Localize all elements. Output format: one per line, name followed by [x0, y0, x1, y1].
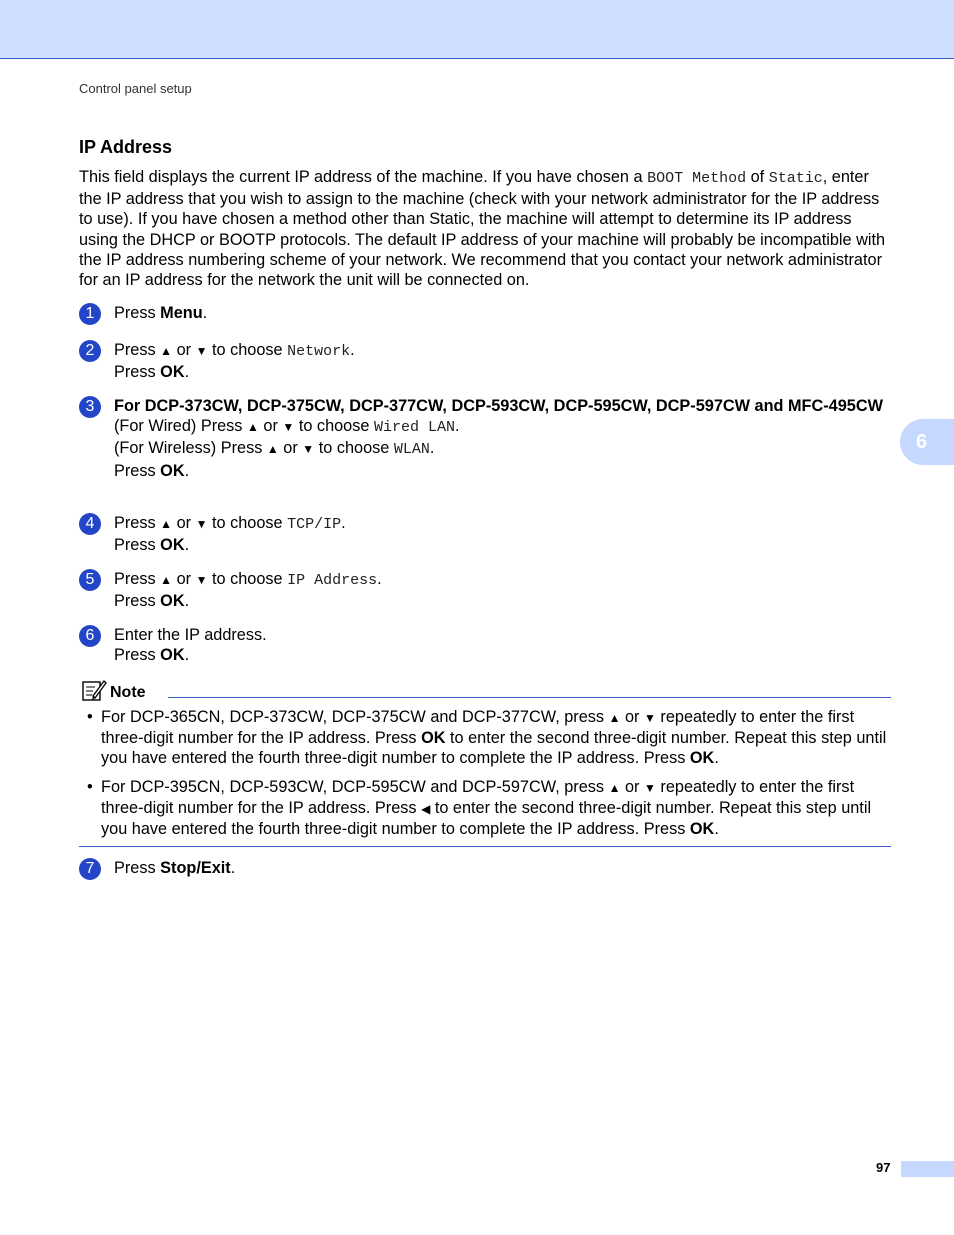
punct: .	[377, 570, 382, 588]
step-5	[79, 569, 891, 611]
left-arrow-icon: ◀	[421, 801, 431, 816]
step-7	[79, 858, 891, 878]
punct: .	[230, 859, 236, 877]
step-text: Press	[114, 592, 161, 611]
punct: .	[184, 592, 190, 611]
step-number-5: 5	[79, 569, 101, 591]
step-text: or	[172, 514, 196, 532]
step-number-4: 4	[79, 513, 101, 535]
up-arrow-icon: ▲	[266, 442, 279, 457]
note-text: or	[620, 777, 644, 796]
code-wlan: WLAN	[393, 441, 430, 459]
step-text: Press	[114, 341, 161, 359]
punct: .	[202, 304, 208, 322]
step-text: Press	[114, 859, 161, 877]
step-text: Enter the IP address.	[114, 626, 267, 644]
page-number-bar	[901, 1161, 954, 1177]
bullet: •	[87, 777, 93, 796]
punct: .	[350, 341, 355, 359]
note-text: to enter the second three-digit number. Repeat this step until you have entered the fourth three-digit number to complete the IP address. Press	[101, 729, 887, 768]
code-wired-lan: Wired LAN	[373, 419, 455, 437]
up-arrow-icon: ▲	[160, 517, 173, 531]
code-ip-address: IP Address	[287, 572, 378, 589]
up-arrow-icon: ▲	[160, 573, 173, 587]
step-4	[79, 513, 891, 555]
down-arrow-icon: ▼	[302, 442, 315, 457]
note-item-1	[79, 707, 891, 769]
punct: .	[429, 439, 435, 458]
note-divider-bottom	[79, 846, 891, 847]
punct: .	[454, 417, 460, 436]
step-text: Press	[114, 461, 161, 480]
step-text: to choose	[207, 341, 288, 359]
step-number-6: 6	[79, 625, 101, 647]
bullet: •	[87, 708, 93, 726]
note-list	[79, 707, 891, 847]
up-arrow-icon: ▲	[608, 711, 621, 725]
up-arrow-icon: ▲	[246, 420, 259, 435]
punct: .	[714, 820, 719, 839]
down-arrow-icon: ▼	[644, 780, 656, 795]
code-boot-method: BOOT Method	[647, 170, 747, 187]
header-band	[0, 0, 954, 59]
up-arrow-icon: ▲	[608, 780, 621, 795]
key-ok: OK	[160, 592, 185, 611]
chapter-tab: 6	[900, 419, 954, 465]
punct: .	[184, 646, 190, 665]
key-stop-exit: Stop/Exit	[160, 859, 231, 877]
note-item-2	[79, 777, 891, 840]
down-arrow-icon: ▼	[282, 420, 295, 435]
note-pencil-icon	[81, 678, 107, 707]
key-ok: OK	[689, 749, 715, 768]
step-text: Press	[114, 646, 161, 665]
punct: .	[184, 536, 190, 555]
note-text: to enter the second three-digit number. Repeat this step until you have entered the fourth three-digit number to complete the IP address. Press	[101, 798, 872, 839]
code-static: Static	[768, 170, 823, 187]
step-text: to choose	[314, 439, 394, 458]
step-text: Press	[114, 304, 161, 322]
step-text: (For Wired) Press	[114, 417, 247, 436]
down-arrow-icon: ▼	[644, 711, 656, 725]
step-text: or	[172, 570, 196, 588]
model-heading: For DCP-373CW, DCP-375CW, DCP-377CW, DCP-593CW, DCP-595CW, DCP-597CW and MFC-495CW	[114, 397, 883, 415]
note-text: For DCP-395CN, DCP-593CW, DCP-595CW and DCP-597CW, press	[101, 777, 609, 796]
up-arrow-icon: ▲	[160, 344, 173, 358]
note-divider-top	[168, 697, 891, 698]
step-6	[79, 625, 891, 665]
punct: .	[184, 363, 190, 382]
key-ok: OK	[160, 363, 185, 382]
section-title: IP Address	[79, 137, 173, 157]
intro-paragraph	[79, 167, 891, 290]
punct: .	[184, 461, 190, 480]
step-text: to choose	[207, 570, 288, 588]
intro-text: of	[746, 168, 769, 186]
note-text: For DCP-365CN, DCP-373CW, DCP-375CW and DCP-377CW, press	[101, 708, 609, 726]
key-ok: OK	[689, 820, 715, 839]
note-label: Note	[110, 684, 146, 701]
key-menu: Menu	[160, 304, 203, 322]
down-arrow-icon: ▼	[195, 344, 208, 358]
key-ok: OK	[160, 646, 185, 665]
step-text: or	[258, 417, 283, 436]
key-ok: OK	[421, 729, 446, 748]
note-text: repeatedly to enter the first three-digit number for the IP address. Press	[101, 708, 855, 748]
step-text: or	[172, 341, 196, 359]
punct: .	[714, 749, 719, 768]
key-ok: OK	[160, 536, 185, 555]
step-number-7: 7	[79, 858, 101, 880]
step-number-3: 3	[79, 396, 101, 418]
note-text: or	[620, 708, 644, 726]
code-tcp-ip: TCP/IP	[287, 516, 342, 533]
code-network: Network	[287, 343, 351, 360]
step-text: Press	[114, 514, 161, 532]
note-header	[79, 678, 891, 702]
key-ok: OK	[160, 461, 185, 480]
step-text: (For Wireless) Press	[114, 439, 267, 458]
step-text: to choose	[207, 514, 288, 532]
step-text: Press	[114, 570, 161, 588]
step-text: to choose	[294, 417, 374, 436]
down-arrow-icon: ▼	[195, 517, 208, 531]
down-arrow-icon: ▼	[195, 573, 208, 587]
step-2	[79, 340, 891, 382]
running-header: Control panel setup	[79, 81, 192, 96]
note-text: repeatedly to enter the first three-digit number for the IP address. Press	[101, 777, 855, 817]
step-text: Press	[114, 363, 161, 382]
step-1	[79, 303, 891, 323]
intro-text: This field displays the current IP address of the machine. If you have chosen a	[79, 168, 648, 186]
step-number-1: 1	[79, 303, 101, 325]
intro-text: , enter the IP address that you wish to assign to the machine (check with your network administrator for the IP address to use). If you have chosen a method other than Static, the machine will attempt to determine its IP address using the DHCP or BOOTP protocols. The default IP address of your machine will probably be incompatible with the IP address numbering scheme of your network. We recommend that you contact your network administrator for an IP address for the network the unit will be connected on.	[79, 168, 886, 290]
page-number: 97	[876, 1160, 891, 1175]
step-3	[79, 396, 891, 481]
step-text: or	[278, 439, 303, 458]
punct: .	[341, 514, 346, 532]
step-text: Press	[114, 536, 161, 555]
step-number-2: 2	[79, 340, 101, 362]
